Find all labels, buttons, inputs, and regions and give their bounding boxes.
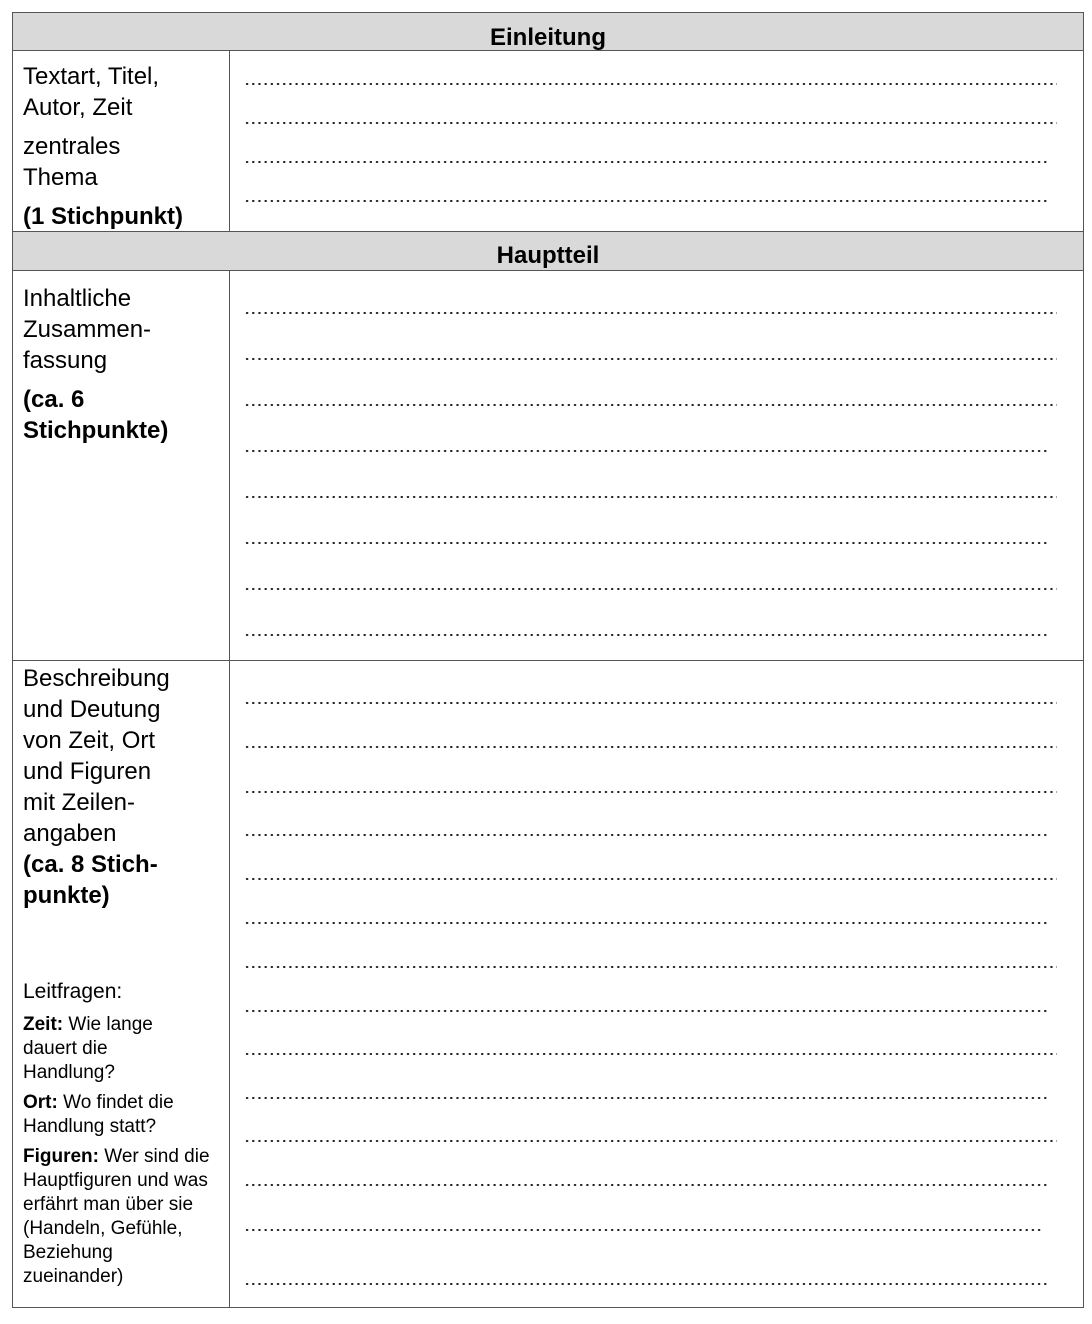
dotted-writing-line xyxy=(244,1229,1041,1231)
dotted-writing-line xyxy=(244,834,1049,836)
dotted-writing-line xyxy=(244,1097,1049,1099)
label-line: und Figuren xyxy=(23,758,152,785)
leitfrage-text: Beziehung xyxy=(23,1242,113,1263)
label-line: mit Zeilen- xyxy=(23,789,136,816)
label-line: angaben xyxy=(23,820,117,847)
label-bold: (ca. 6 xyxy=(23,386,85,413)
dotted-writing-line xyxy=(244,122,1057,124)
hauptteil-header: Hauptteil xyxy=(13,231,1083,271)
leitfragen xyxy=(23,979,225,1289)
label-line: zentrales xyxy=(23,133,121,160)
label-bold: punkte) xyxy=(23,882,110,909)
zusammenfassung-label xyxy=(13,271,230,660)
label-bold: (ca. 8 Stich- xyxy=(23,851,158,878)
leitfrage-text: dauert die xyxy=(23,1038,108,1059)
dotted-writing-line xyxy=(244,542,1049,544)
dotted-writing-line xyxy=(244,1010,1049,1012)
beschreibung-row xyxy=(13,660,1083,1307)
label-line: Inhaltliche xyxy=(23,285,132,312)
leitfrage-text: (Handeln, Gefühle, xyxy=(23,1218,183,1239)
einleitung-writing-area[interactable] xyxy=(230,51,1083,231)
dotted-writing-line xyxy=(244,1184,1049,1186)
zusammenfassung-row xyxy=(13,271,1083,660)
leitfrage-ort xyxy=(23,1091,225,1139)
dotted-writing-line xyxy=(244,312,1057,314)
leitfrage-text: Handlung statt? xyxy=(23,1116,157,1137)
leitfrage-text: Wo findet die xyxy=(57,1092,174,1113)
leitfrage-zeit xyxy=(23,1013,225,1085)
dotted-writing-line xyxy=(244,746,1057,748)
leitfrage-key: Figuren: xyxy=(23,1146,99,1167)
dotted-writing-line xyxy=(244,200,1049,202)
leitfrage-text: Wer sind die xyxy=(99,1146,210,1167)
einleitung-row xyxy=(13,51,1083,231)
zusammenfassung-writing-area[interactable] xyxy=(230,271,1083,660)
label-line: fassung xyxy=(23,347,108,374)
dotted-writing-line xyxy=(244,966,1057,968)
beschreibung-writing-area[interactable] xyxy=(230,661,1083,1307)
dotted-writing-line xyxy=(244,1053,1057,1055)
dotted-writing-line xyxy=(244,588,1057,590)
label-line: Zusammen- xyxy=(23,316,152,343)
leitfrage-text: zueinander) xyxy=(23,1266,124,1287)
dotted-writing-line xyxy=(244,404,1057,406)
leitfrage-figuren xyxy=(23,1145,225,1289)
dotted-writing-line xyxy=(244,496,1057,498)
dotted-writing-line xyxy=(244,878,1057,880)
leitfrage-text: Hauptfiguren und was xyxy=(23,1170,208,1191)
label-line: von Zeit, Ort xyxy=(23,727,156,754)
label-bold: Stichpunkte) xyxy=(23,417,169,444)
label-bold: (1 Stichpunkt) xyxy=(23,203,183,230)
leitfrage-key: Zeit: xyxy=(23,1014,64,1035)
dotted-writing-line xyxy=(244,922,1049,924)
beschreibung-label xyxy=(13,661,230,1307)
dotted-writing-line xyxy=(244,791,1057,793)
dotted-writing-line xyxy=(244,161,1049,163)
dotted-writing-line xyxy=(244,358,1057,360)
leitfrage-text: erfährt man über sie xyxy=(23,1194,194,1215)
label-line: Textart, Titel, xyxy=(23,63,160,90)
label-line: und Deutung xyxy=(23,696,161,723)
leitfrage-text: Handlung? xyxy=(23,1062,115,1083)
worksheet-table xyxy=(12,12,1084,1308)
einleitung-label xyxy=(13,51,230,231)
leitfrage-text: Wie lange xyxy=(63,1014,153,1035)
dotted-writing-line xyxy=(244,1140,1057,1142)
einleitung-header: Einleitung xyxy=(13,13,1083,51)
leitfrage-key: Ort: xyxy=(23,1092,58,1113)
leitfragen-title: Leitfragen: xyxy=(23,980,123,1003)
dotted-writing-line xyxy=(244,634,1049,636)
label-line: Autor, Zeit xyxy=(23,94,133,121)
dotted-writing-line xyxy=(244,83,1057,85)
dotted-writing-line xyxy=(244,450,1049,452)
label-line: Beschreibung xyxy=(23,665,170,692)
dotted-writing-line xyxy=(244,702,1057,704)
dotted-writing-line xyxy=(244,1283,1049,1285)
label-line: Thema xyxy=(23,164,98,191)
